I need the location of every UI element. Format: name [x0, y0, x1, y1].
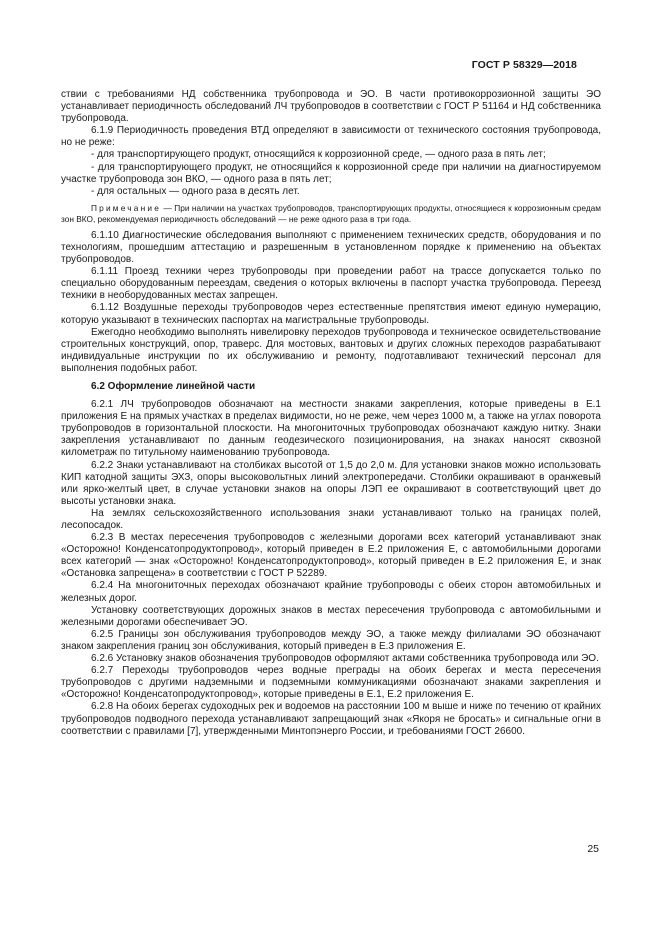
paragraph: На землях сельскохозяйственного использования знаки устанавливают только на границах полей, лесопосадок. — [61, 507, 601, 531]
paragraph-6-2-8: 6.2.8 На обоих берегах судоходных рек и водоемов на расстоянии 100 м выше и ниже по течению от крайних трубопроводов подводного перехода устанавливают запрещающий знак «Якоря не бросать» и сигнальные огни в соответствии с правилами [7], утвержденными Минтопэнерго России, и требованиями ГОСТ 26600. — [61, 701, 601, 737]
paragraph-6-2-6: 6.2.6 Установку знаков обозначения трубопроводов оформляют актами собственника трубопровода или ЭО. — [91, 653, 599, 665]
paragraph-6-2-1: 6.2.1 ЛЧ трубопроводов обозначают на местности знаками закрепления, которые приведены в Е.1 приложения Е на прямых участках в пределах видимости, но не реже, чем через 1000 м, а также на углах поворота трубопроводов в горизонтальной плоскости. На многониточных трубопроводах обозначают каждую нитку. Знаки закрепления устанавливают по данным геодезического позиционирования, на знаках наносят сквозной километраж по титульному наименованию трубопровода. — [61, 399, 601, 459]
list-item: - для транспортирующего продукт, относящийся к коррозионной среде, — одного раза в пять лет; — [91, 149, 546, 161]
document-body — [61, 89, 601, 738]
paragraph-6-2-7: 6.2.7 Переходы трубопроводов через водные преграды на обоих берегах и места пересечения трубопроводов с другими надземными и подземными коммуникациями обозначают знаками закрепления и «Осторожно! Конденсатопродуктопровод», которые приведены в Е.1, Е.2 приложения Е. — [61, 665, 601, 701]
note — [61, 203, 601, 225]
paragraph-6-1-9: 6.1.9 Периодичность проведения ВТД определяют в зависимости от технического состояния трубопровода, но не реже: — [61, 125, 601, 149]
paragraph-6-2-3: 6.2.3 В местах пересечения трубопроводов с железными дорогами всех категорий устанавливают знак «Осторожно! Конденсатопродуктопровод», который приведен в Е.2 приложения Е, с автомобильными дорогами всех категорий — знак «Осторожно! Конденсатопродуктопровод», который приведен в Е.2 приложения Е, и знак «Остановка запрещена» в соответствии с ГОСТ Р 52289. — [61, 532, 601, 580]
paragraph-6-2-4: 6.2.4 На многониточных переходах обозначают крайние трубопроводы с обеих сторон автомобильных и железных дорог. — [61, 580, 601, 604]
list-item: - для транспортирующего продукт, не относящийся к коррозионной среде при наличии на диагностируемом участке трубопровода зон ВКО, — одного раза в пять лет; — [61, 161, 601, 185]
paragraph: Ежегодно необходимо выполнять нивелировку переходов трубопровода и техническое освидетельствование строительных конструкций, опор, траверс. Для мостовых, вантовых и других сложных переходов разрабатывают индивидуальные инструкции по их обслуживанию и ремонту, подготавливают технический персонал для выполнения подобных работ. — [61, 326, 601, 374]
page-number: 25 — [587, 843, 599, 855]
paragraph-6-2-5: 6.2.5 Границы зон обслуживания трубопроводов между ЭО, а также между филиалами ЭО обозначают знаком закрепления границ зон обслуживания, который приведен в Е.3 приложения Е. — [61, 628, 601, 652]
note-label: Примечание — [91, 202, 162, 213]
paragraph: ствии с требованиями НД собственника трубопровода и ЭО. В части противокоррозионной защиты ЭО устанавливает периодичность обследований ЛЧ трубопроводов в соответствии с ГОСТ Р 51164 и НД собственника трубопровода. — [61, 89, 601, 125]
note-text: — При наличии на участках трубопроводов, транспортирующих продукты, относящиеся к коррозионным средам зон ВКО, рекомендуемая периодичность обследований — не реже одного раза в три года. — [61, 202, 601, 224]
paragraph-6-1-11: 6.1.11 Проезд техники через трубопроводы при проведении работ на трассе допускается только по специально оборудованным переездам, сведения о которых включены в паспорт участка трубопровода. Переезд техники в необорудованных местах запрещен. — [61, 266, 601, 302]
paragraph-6-1-10: 6.1.10 Диагностические обследования выполняют с применением технических средств, оборудования и по технологиям, прошедшим аттестацию и разрешенным в установленном порядке к применению на объектах трубопроводов. — [61, 229, 601, 266]
paragraph: Установку соответствующих дорожных знаков в местах пересечения трубопровода с автомобильными и железными дорогами обеспечивает ЭО. — [61, 604, 601, 628]
section-title: 6.2 Оформление линейной части — [91, 380, 256, 392]
paragraph-6-1-12: 6.1.12 Воздушные переходы трубопроводов через естественные препятствия имеют единую нумерацию, которую указывают в технических паспортах на магистральные трубопроводы. — [61, 302, 601, 326]
document-header: ГОСТ Р 58329—2018 — [471, 59, 577, 71]
paragraph-6-2-2: 6.2.2 Знаки устанавливают на столбиках высотой от 1,5 до 2,0 м. Для установки знаков можно использовать КИП катодной защиты ЭХЗ, опоры высоковольтных линий электропередачи. Столбики окрашивают в оранжевый или ярко-желтый цвет, в случае установки знаков на опоры ЛЭП ее окрашивают в соответствующий цвет до высоты установки знака. — [61, 459, 601, 507]
list-item: - для остальных — одного раза в десять лет. — [91, 185, 300, 197]
